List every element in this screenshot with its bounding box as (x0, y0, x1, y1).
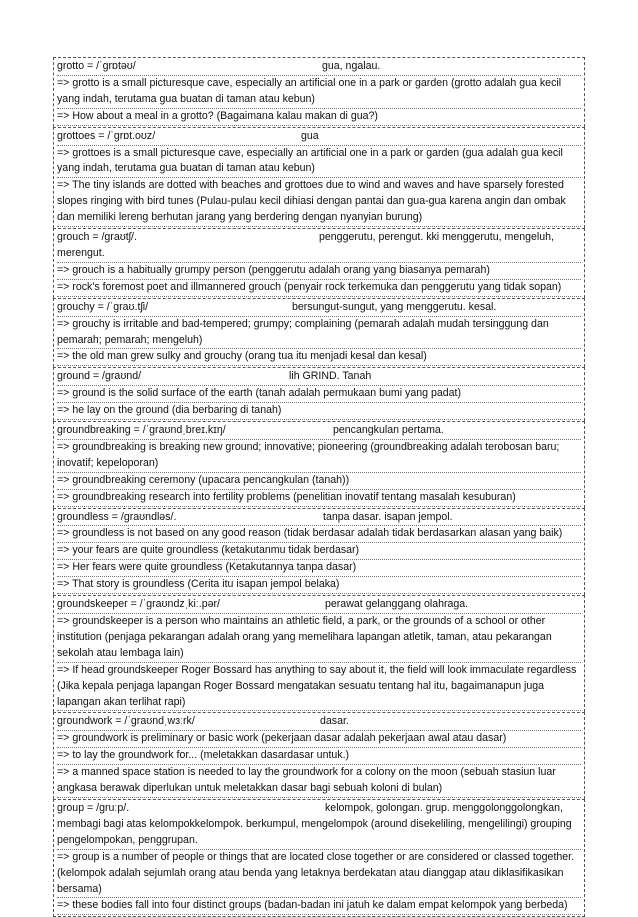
entry-example-line: => groundless is not based on any good reason (tidak berdasar adalah tidak berdasarkan alasan yang baik) (57, 526, 581, 543)
entry-example-line: => group is a number of people or things that are located close together or are considered or classed together. (kelompok adalah sejumlah orang atau benda yang letaknya berdekatan atau dianggap atau diklasifikasikan bersama) (57, 850, 581, 899)
entry-headword-line (57, 423, 581, 440)
entry-example-line: => Her fears were quite groundless (Ketakutannya tanpa dasar) (57, 560, 581, 577)
entry-headword-line (57, 510, 581, 527)
entry-example-line: => How about a meal in a grotto? (Bagaimana kalau makan di gua?) (57, 109, 581, 126)
entry-gloss: dasar. (320, 715, 349, 728)
entry-headword-line (57, 300, 581, 317)
entry-example-line: => these bodies fall into four distinct groups (badan-badan ini jatuh ke dalam empat kelompok yang berbeda) (57, 898, 581, 915)
entry-headword-line (57, 714, 581, 731)
entry-gloss: gua, ngalau. (322, 60, 381, 72)
entry-headword: groundbreaking = /ˈɡraʊndˌbreɪ.kɪŋ/ (57, 424, 226, 437)
entry-gloss: kelompok, golongan. grup. menggolonggolongkan, membagi bagi atas kelompokkelompok. berkumpul, mengelompok (around disekeliling, mengelilingi) grouping pengelompokan, penggrupan. (57, 801, 572, 846)
entry-headword: groundless = /ɡraʊndləs/. (57, 510, 177, 523)
dictionary-entry (53, 508, 585, 596)
entry-headword-line (57, 59, 581, 76)
entry-example-line: => grouchy is irritable and bad-tempered; grumpy; complaining (pemarah adalah mudah tersinggung dan pemarah; pemarah; mengeluh) (57, 317, 581, 350)
dictionary-entry (53, 421, 585, 508)
entry-headword-line (57, 129, 581, 146)
entry-example-line: => rock's foremost poet and illmannered grouch (penyair rock terkemuka dan penggerutu yang tidak sopan) (57, 280, 581, 297)
entry-headword: groundskeeper = /ˈɡraʊndzˌkiː.pər/ (57, 598, 220, 611)
entry-example-line: => the old man grew sulky and grouchy (orang tua itu menjadi kesal dan kesal) (57, 349, 581, 366)
dictionary-entry (53, 367, 585, 421)
dictionary-entry (53, 799, 585, 917)
entry-headword-line (57, 801, 581, 850)
entry-example-line: => grotto is a small picturesque cave, especially an artificial one in a park or garden (grotto adalah gua kecil yang indah, terutama gua buatan di taman atau kebun) (57, 76, 581, 109)
entry-gloss: lih GRIND. Tanah (289, 370, 372, 383)
entry-example-line: => grouch is a habitually grumpy person (penggerutu adalah orang yang biasanya pemarah) (57, 263, 581, 280)
entry-gloss: pencangkulan pertama. (333, 424, 444, 437)
entry-headword: group = /ɡruːp/. (57, 801, 130, 814)
entry-gloss: penggerutu, perengut. kki menggerutu, mengeluh, merengut. (57, 231, 554, 259)
entry-headword: groundwork = /ˈɡraʊndˌwɜːrk/ (57, 715, 195, 728)
dictionary-entry (53, 595, 585, 712)
dictionary-entry (53, 127, 585, 228)
entry-headword: grotto = /ˈɡrɒtəʊ/ (57, 60, 136, 72)
entry-example-line: => he lay on the ground (dia berbaring di tanah) (57, 403, 581, 420)
entry-example-line: => If head groundskeeper Roger Bossard has anything to say about it, the field will look immaculate regardless (Jika kepala penjaga lapangan Roger Bossard mengatakan sesuatu tentang hal itu, bagaimanapun juga lapangan akan terlihat rapi) (57, 663, 581, 712)
entry-example-line: => grottoes is a small picturesque cave, especially an artificial one in a park or garden (gua adalah gua kecil yang indah, terutama gua buatan di taman atau kebun) (57, 146, 581, 179)
entry-example-line: => groundwork is preliminary or basic work (pekerjaan dasar adalah pekerjaan awal atau dasar) (57, 731, 581, 748)
entry-example-line: => The tiny islands are dotted with beaches and grottoes due to wind and waves and have sparsely forested slopes ringing with bird tunes (Pulau-pulau kecil dihiasi dengan pantai dan gua-gua karena angin dan ombak dan memiliki lereng berhutan jarang yang berdering dengan nyanyian burung) (57, 178, 581, 227)
entry-gloss: bersungut-sungut, yang menggerutu. kesal. (292, 300, 497, 313)
dictionary-entry (53, 228, 585, 298)
entry-example-line: => a manned space station is needed to lay the groundwork for a colony on the moon (sebuah stasiun luar angkasa berawak diperlukan untuk meletakkan dasar bagi sebuah koloni di bulan) (57, 765, 581, 798)
entry-headword: ground = /ɡraʊnd/ (57, 370, 142, 383)
document-page (53, 57, 585, 917)
entry-headword-line (57, 230, 581, 263)
entry-example-line: => groundbreaking ceremony (upacara pencangkulan (tanah)) (57, 473, 581, 490)
entry-headword-line (57, 597, 581, 614)
entry-example-line: => your fears are quite groundless (ketakutanmu tidak berdasar) (57, 543, 581, 560)
entry-example-line: => ground is the solid surface of the earth (tanah adalah permukaan bumi yang padat) (57, 386, 581, 403)
entry-example-line: => groundskeeper is a person who maintains an athletic field, a park, or the grounds of a school or other institution (penjaga pekarangan adalah orang yang memelihara lapangan atletik, taman, atau pekarangan sekolah atau lembaga lain) (57, 614, 581, 663)
entry-gloss: perawat gelanggang olahraga. (325, 598, 469, 611)
entry-example-line: => groundbreaking research into fertility problems (penelitian inovatif tentang masalah kesuburan) (57, 490, 581, 507)
entry-headword: grouchy = /ˈɡraʊ.tʃi/ (57, 300, 149, 313)
entry-example-line: => groundbreaking is breaking new ground; innovative; pioneering (groundbreaking adalah terobosan baru; inovatif; kepeloporan) (57, 440, 581, 473)
dictionary-entry (53, 712, 585, 799)
entry-gloss: gua (301, 129, 319, 142)
dictionary-entry (53, 298, 585, 368)
entry-example-line: => to lay the groundwork for... (meletakkan dasardasar untuk.) (57, 748, 581, 765)
entry-headword: grottoes = /ˈɡrɒt.oʊz/ (57, 129, 156, 142)
dictionary-entry (53, 57, 585, 127)
entry-headword-line (57, 369, 581, 386)
entry-headword: grouch = /ɡraʊtʃ/. (57, 231, 137, 244)
entry-gloss: tanpa dasar. isapan jempol. (323, 510, 453, 523)
entry-example-line: => That story is groundless (Cerita itu isapan jempol belaka) (57, 577, 581, 594)
